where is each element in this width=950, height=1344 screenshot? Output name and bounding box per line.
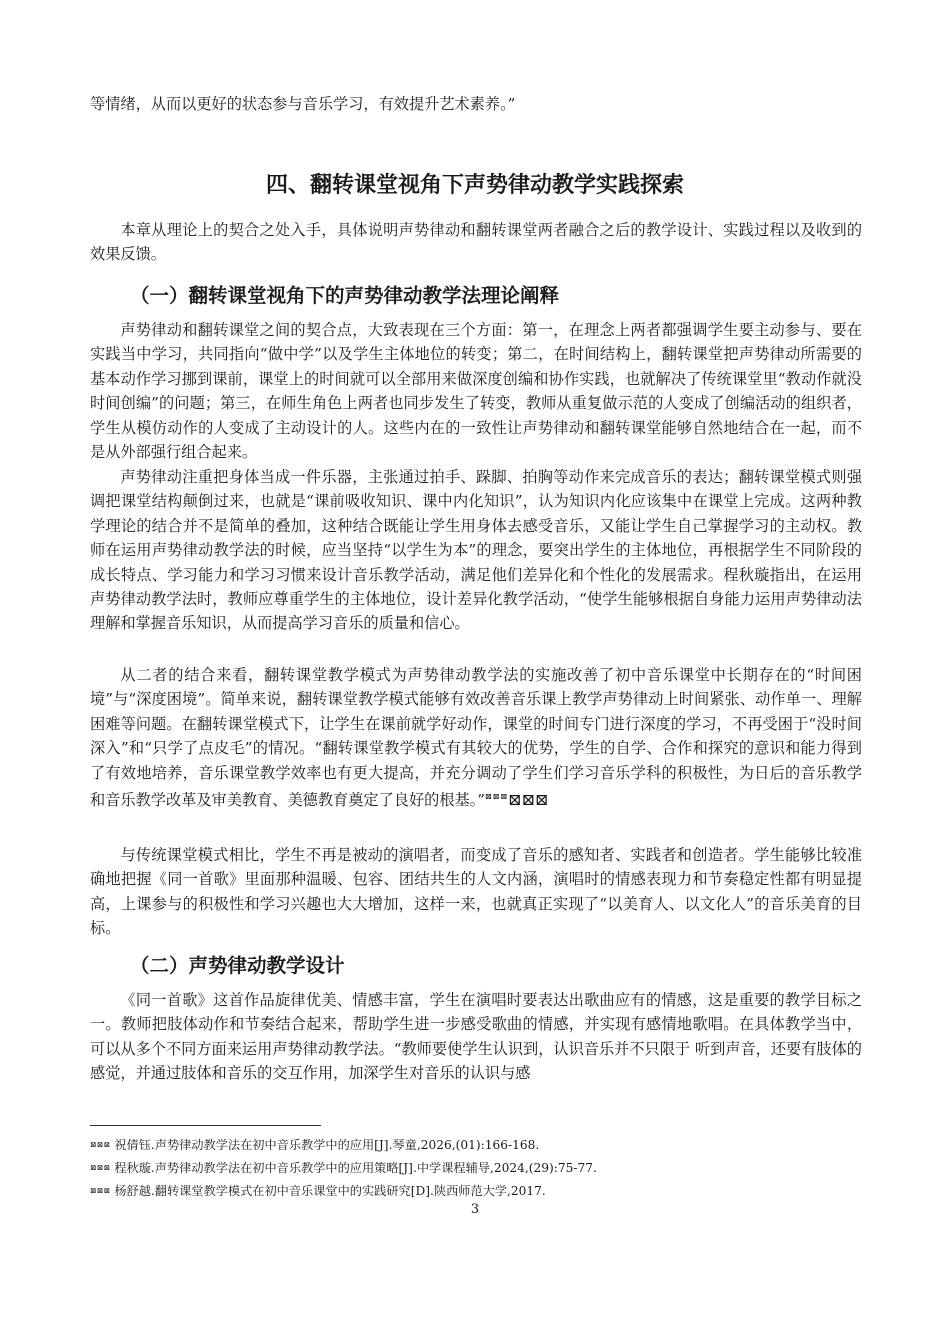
footnote-3-mark: ⊠⊠⊠ bbox=[90, 1186, 111, 1195]
footnote-3 bbox=[90, 1182, 546, 1200]
intro-line: 等情绪，从而以更好的状态参与音乐学习，有效提升艺术素养。” bbox=[90, 95, 516, 113]
footnote-1-text: 祝倩钰.声势律动教学法在初中音乐教学中的应用[J].琴童,2026,(01):166-168. bbox=[114, 1138, 540, 1152]
section-2-title: （二）声势律动教学设计 bbox=[130, 954, 345, 977]
section-2-paragraph-1: 《同一首歌》这首作品旋律优美、情感丰富，学生在演唱时要表达出歌曲应有的情感，这是重要的教学目标之一。教师把肢体动作和节奏结合起来，帮助学生进一步感受歌曲的情感，并实现有感情地歌唱。在具体教学当中，可以从多个不同方面来运用声势律动教学法。“教师要使学生认识到，认识音乐并不只限于 听到声音，还要有肢体的感觉，并通过肢体和音乐的交互作用，加深学生对音乐的认识与感 bbox=[90, 991, 862, 1083]
footnote-1-mark: ⊠⊠⊠ bbox=[90, 1140, 111, 1149]
footnote-2 bbox=[90, 1159, 597, 1177]
section-1-paragraph-4: 与传统课堂模式相比，学生不再是被动的演唱者，而变成了音乐的感知者、实践者和创造者。学生能够比较准确地把握《同一首歌》里面那种温暖、包容、团结共生的人文内涵，演唱时的情感表现力和节奏稳定性都有明显提高，上课参与的积极性和学习兴趣也大大增加，这样一来，也就真正实现了“以美育人、以文化人”的音乐美育的目标。 bbox=[90, 846, 862, 938]
footnote-marker: ⊠⊠⊠ bbox=[485, 792, 509, 802]
footnote-1 bbox=[90, 1136, 539, 1154]
section-1-paragraph-3 bbox=[90, 663, 862, 813]
section-1-paragraph-1: 声势律动和翻转课堂之间的契合点，大致表现在三个方面：第一，在理念上两者都强调学生要主动参与、要在实践当中学习，共同指向“做中学”以及学生主体地位的转变；第二，在时间结构上，翻转课堂把声势律动所需要的基本动作学习挪到课前，课堂上的时间就可以全部用来做深度创编和协作实践，也就解决了传统课堂里“教动作就没时间创编”的问题；第三，在师生角色上两者也同步发生了转变，教师从重复做示范的人变成了创编活动的组织者，学生从模仿动作的人变成了主动设计的人。这些内在的一致性让声势律动和翻转课堂能够自然地结合在一起，而不是从外部强行组合起来。 bbox=[90, 321, 862, 462]
page-number: 3 bbox=[470, 1202, 480, 1217]
section-1-paragraph-2: 声势律动注重把身体当成一件乐器，主张通过拍手、跺脚、拍胸等动作来完成音乐的表达；翻转课堂模式则强调把课堂结构颠倒过来，也就是“课前吸收知识、课中内化知识”，认为知识内化应该集中在课堂上完成。这两种教学理论的结合并不是简单的叠加，这种结合既能让学生用身体去感受音乐，又能让学生自己掌握学习的主动权。教师在运用声势律动教学法的时候，应当坚持“以学生为本”的理念，要突出学生的主体地位，再根据学生不同阶段的成长特点、学习能力和学习习惯来设计音乐教学活动，满足他们差异化和个性化的发展需求。程秋璇指出，在运用声势律动教学法时，教师应尊重学生的主体地位，设计差异化教学活动，“使学生能够根据自身能力运用声势律动法理解和掌握音乐知识，从而提高学习音乐的质量和信心。 bbox=[90, 468, 862, 633]
section-1-paragraph-3-text: 从二者的结合来看，翻转课堂教学模式为声势律动教学法的实施改善了初中音乐课堂中长期存在的“时间困境”与“深度困境”。简单来说，翻转课堂教学模式能够有效改善音乐课上教学声势律动上时间紧张、动作单一、理解困难等问题。在翻转课堂模式下，让学生在课前就学好动作，课堂的时间专门进行深度的学习，不再受困于“没时间深入”和“只学了点皮毛”的情况。“翻转课堂教学模式有其较大的优势，学生的自学、合作和探究的意识和能力得到了有效地培养，音乐课堂教学效率也有更大提高，并充分调动了学生们学习音乐学科的积极性，为日后的音乐教学和音乐教学改革及审美教育、美德教育奠定了良好的根基。” bbox=[90, 666, 862, 810]
footnote-boxes: ⊠⊠⊠ bbox=[508, 790, 549, 810]
footnote-3-text: 杨舒越.翻转课堂教学模式在初中音乐课堂中的实践研究[D].陕西师范大学,2017. bbox=[114, 1184, 546, 1198]
chapter-title: 四、翻转课堂视角下声势律动教学实践探索 bbox=[265, 173, 684, 198]
footnote-divider bbox=[90, 1125, 321, 1126]
footnote-2-mark: ⊠⊠⊠ bbox=[90, 1163, 111, 1172]
footnote-2-text: 程秋璇.声势律动教学法在初中音乐教学中的应用策略[J].中学课程辅导,2024,(29):75-77. bbox=[114, 1161, 597, 1175]
section-1-title: （一）翻转课堂视角下的声势律动教学法理论阐释 bbox=[130, 284, 560, 307]
chapter-intro-paragraph: 本章从理论上的契合之处入手，具体说明声势律动和翻转课堂两者融合之后的教学设计、实践过程以及收到的效果反馈。 bbox=[90, 221, 862, 264]
